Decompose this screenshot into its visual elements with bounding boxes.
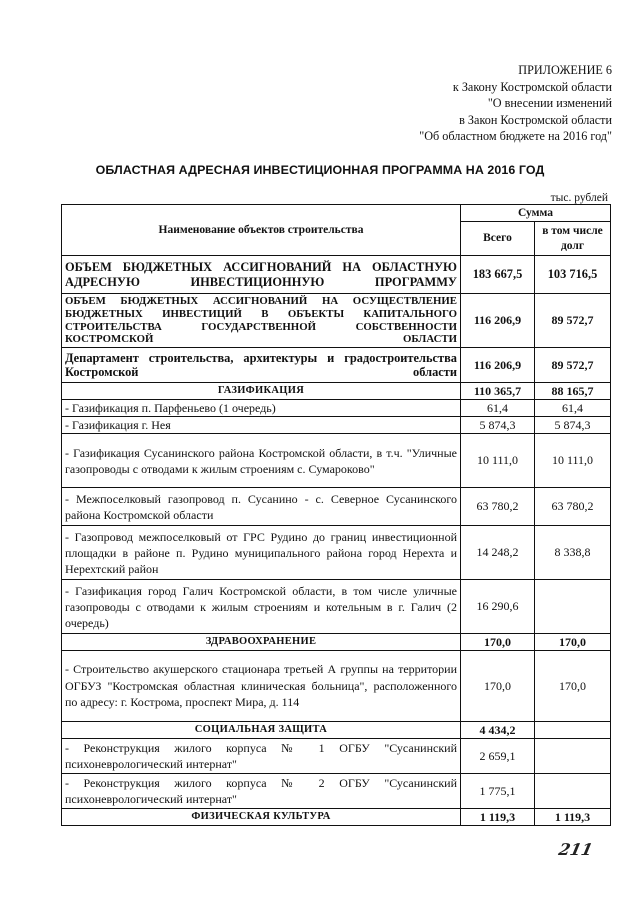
appendix-law: к Закону Костромской области xyxy=(452,79,612,94)
row-name: ОБЪЕМ БЮДЖЕТНЫХ АССИГНОВАНИЙ НА ОБЛАСТНУЮ АДРЕСНУЮ ИНВЕСТИЦИОННУЮ ПРОГРАММУ xyxy=(62,256,461,294)
row-total: 170,0 xyxy=(461,651,535,722)
section-social-protection: СОЦИАЛЬНАЯ ЗАЩИТА xyxy=(62,722,461,739)
row-debt: 63 780,2 xyxy=(535,488,611,526)
document-title: ОБЛАСТНАЯ АДРЕСНАЯ ИНВЕСТИЦИОННАЯ ПРОГРАММА НА 2016 ГОД xyxy=(95,163,545,177)
table-row xyxy=(62,488,611,526)
row-total: 1 775,1 xyxy=(461,774,535,809)
row-name: - Газификация город Галич Костромской области, в том числе уличные газопроводы с отводами к жилым строениям и котельным в г. Галич (2 очередь) xyxy=(62,580,461,634)
appendix-amendments: "О внесении изменений xyxy=(487,96,612,111)
table-row xyxy=(62,651,611,722)
table-row xyxy=(62,739,611,774)
row-total: 170,0 xyxy=(461,634,535,651)
row-debt: 88 165,7 xyxy=(535,383,611,400)
row-name: - Реконструкция жилого корпуса № 1 ОГБУ "Сусанинский психоневрологический интернат" xyxy=(62,739,461,774)
row-name: Департамент строительства, архитектуры и градостроительства Костромской области xyxy=(62,348,461,383)
row-total: 116 206,9 xyxy=(461,294,535,348)
table-row xyxy=(62,722,611,739)
investment-program-table xyxy=(61,204,611,826)
header-sum: Сумма xyxy=(461,205,611,222)
row-total: 10 111,0 xyxy=(461,434,535,488)
row-total: 116 206,9 xyxy=(461,348,535,383)
units-label: тыс. рублей xyxy=(550,192,608,204)
row-name: - Газификация Сусанинского района Костромской области, в т.ч. "Уличные газопроводы с отводами к жилым строениям с. Сумароково" xyxy=(62,434,461,488)
row-debt: 89 572,7 xyxy=(535,348,611,383)
section-gasification: ГАЗИФИКАЦИЯ xyxy=(62,383,461,400)
row-total: 4 434,2 xyxy=(461,722,535,739)
header-name: Наименование объектов строительства xyxy=(62,205,461,256)
header-total: Всего xyxy=(461,222,535,256)
row-name: - Межпоселковый газопровод п. Сусанино - с. Северное Сусанинского района Костромской области xyxy=(62,488,461,526)
row-debt xyxy=(535,580,611,634)
section-healthcare: ЗДРАВООХРАНЕНИЕ xyxy=(62,634,461,651)
row-name: - Газификация г. Нея xyxy=(62,417,461,434)
row-total: 183 667,5 xyxy=(461,256,535,294)
row-debt xyxy=(535,739,611,774)
row-total: 14 248,2 xyxy=(461,526,535,580)
appendix-block xyxy=(419,62,612,145)
row-total: 2 659,1 xyxy=(461,739,535,774)
section-physical-culture: ФИЗИЧЕСКАЯ КУЛЬТУРА xyxy=(62,809,461,826)
row-debt: 170,0 xyxy=(535,651,611,722)
row-total: 110 365,7 xyxy=(461,383,535,400)
row-total: 63 780,2 xyxy=(461,488,535,526)
row-debt: 8 338,8 xyxy=(535,526,611,580)
table-row xyxy=(62,634,611,651)
appendix-number: ПРИЛОЖЕНИЕ 6 xyxy=(518,63,612,77)
table-row xyxy=(62,256,611,294)
row-total: 16 290,6 xyxy=(461,580,535,634)
row-debt xyxy=(535,774,611,809)
table-row xyxy=(62,400,611,417)
table-row xyxy=(62,580,611,634)
row-name: - Газопровод межпоселковый от ГРС Рудино до границ инвестиционной площадки в районе п. Рудино муниципального района город Нерехта и Нерехтский район xyxy=(62,526,461,580)
row-name: - Реконструкция жилого корпуса № 2 ОГБУ "Сусанинский психоневрологический интернат" xyxy=(62,774,461,809)
row-debt: 89 572,7 xyxy=(535,294,611,348)
table-row xyxy=(62,417,611,434)
row-total: 1 119,3 xyxy=(461,809,535,826)
table-row xyxy=(62,809,611,826)
row-total: 61,4 xyxy=(461,400,535,417)
row-debt: 1 119,3 xyxy=(535,809,611,826)
row-total: 5 874,3 xyxy=(461,417,535,434)
row-debt xyxy=(535,722,611,739)
handwritten-page-number: 211 xyxy=(556,840,595,859)
table-row xyxy=(62,526,611,580)
row-name: - Газификация п. Парфеньево (1 очередь) xyxy=(62,400,461,417)
row-name: ОБЪЕМ БЮДЖЕТНЫХ АССИГНОВАНИЙ НА ОСУЩЕСТВЛЕНИЕ БЮДЖЕТНЫХ ИНВЕСТИЦИЙ В ОБЪЕКТЫ КАПИТАЛЬНОГО СТРОИТЕЛЬСТВА ГОСУДАРСТВЕННОЙ СОБСТВЕННОСТИ КОСТРОМСКОЙ ОБЛАСТИ xyxy=(62,294,461,348)
row-debt: 10 111,0 xyxy=(535,434,611,488)
row-debt: 170,0 xyxy=(535,634,611,651)
row-debt: 61,4 xyxy=(535,400,611,417)
appendix-budget-law: "Об областном бюджете на 2016 год" xyxy=(419,129,612,144)
table-row xyxy=(62,383,611,400)
row-name: - Строительство акушерского стационара третьей А группы на территории ОГБУЗ "Костромская областная клиническая больница", расположенного по адресу: г. Кострома, проспект Мира, д. 114 xyxy=(62,651,461,722)
table-row xyxy=(62,348,611,383)
row-debt: 103 716,5 xyxy=(535,256,611,294)
table-row xyxy=(62,294,611,348)
table-row xyxy=(62,434,611,488)
row-debt: 5 874,3 xyxy=(535,417,611,434)
table-row xyxy=(62,774,611,809)
header-debt: в том числе долг xyxy=(535,222,611,256)
table-header-row xyxy=(62,205,611,222)
appendix-law-ref: в Закон Костромской области xyxy=(459,112,612,127)
